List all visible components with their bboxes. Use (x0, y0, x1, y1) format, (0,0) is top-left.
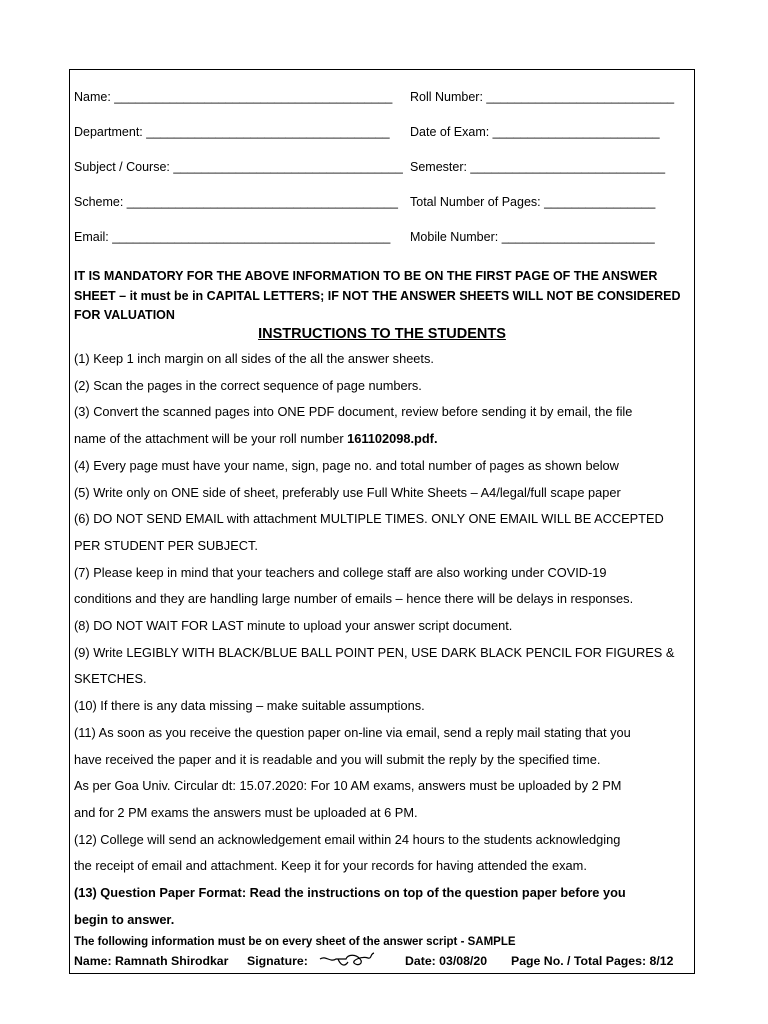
instructions-heading (70, 326, 694, 342)
roll-number-field[interactable]: Roll Number: ___________________________ (410, 90, 675, 104)
sample-footer (74, 954, 690, 972)
instruction-line: PER STUDENT PER SUBJECT. (74, 537, 258, 553)
instruction-line: the receipt of email and attachment. Keep it for your records for having attended the exam. (74, 858, 587, 874)
mandatory-notice: IT IS MANDATORY FOR THE ABOVE INFORMATION TO BE ON THE FIRST PAGE OF THE ANSWER SHEET – it must be in CAPITAL LETTERS; IF NOT THE ANSWER SHEETS WILL NOT BE CONSIDERED FOR VALUATION (74, 269, 681, 322)
circular-line: and for 2 PM exams the answers must be uploaded at 6 PM. (74, 804, 418, 820)
sample-note: The following information must be on every sheet of the answer script - SAMPLE (74, 936, 516, 948)
instruction-line: (1) Keep 1 inch margin on all sides of the all the answer sheets. (74, 351, 434, 366)
form-row-name (74, 90, 690, 110)
form-row-department (74, 125, 690, 145)
scheme-field[interactable]: Scheme: _______________________________________ (74, 195, 398, 209)
mobile-number-field[interactable]: Mobile Number: ______________________ (410, 230, 655, 244)
form-row-email (74, 230, 690, 250)
instruction-line: (4) Every page must have your name, sign, page no. and total number of pages as shown below (74, 457, 619, 473)
instruction-line: (12) College will send an acknowledgement email within 24 hours to the students acknowledging (74, 831, 621, 847)
instruction-line: (10) If there is any data missing – make suitable assumptions. (74, 698, 425, 714)
instruction-line: (13) Question Paper Format: Read the instructions on top of the question paper before you (74, 885, 626, 901)
form-row-subject (74, 160, 690, 180)
instruction-line: (7) Please keep in mind that your teachers and college staff are also working under COVID-19 (74, 564, 607, 580)
sample-page-info: Page No. / Total Pages: 8/12 (511, 954, 674, 968)
semester-field[interactable]: Semester: ____________________________ (410, 160, 666, 174)
instruction-line (74, 426, 694, 453)
name-field[interactable]: Name: ________________________________________ (74, 90, 393, 104)
sample-signature-label: Signature: (247, 954, 308, 968)
instruction-text: name of the attachment will be your roll number (74, 431, 348, 447)
instructions-list (74, 346, 694, 933)
instruction-line: conditions and they are handling large number of emails – hence there will be delays in responses. (74, 591, 634, 607)
instruction-line: (6) DO NOT SEND EMAIL with attachment MULTIPLE TIMES. ONLY ONE EMAIL WILL BE ACCEPTED (74, 511, 664, 527)
email-field[interactable]: Email: ________________________________________ (74, 230, 391, 244)
date-of-exam-field[interactable]: Date of Exam: ________________________ (410, 125, 660, 139)
instruction-line: (3) Convert the scanned pages into ONE PDF document, review before sending it by email, the file (74, 404, 633, 420)
instructions-heading-text: INSTRUCTIONS TO THE STUDENTS (258, 326, 506, 342)
roll-number-filename: 161102098.pdf. (347, 431, 438, 447)
instruction-line: (9) Write LEGIBLY WITH BLACK/BLUE BALL POINT PEN, USE DARK BLACK PENCIL FOR FIGURES & (74, 644, 675, 660)
instruction-line: (8) DO NOT WAIT FOR LAST minute to upload your answer script document. (74, 618, 513, 634)
department-field[interactable]: Department: ___________________________________ (74, 125, 390, 139)
total-pages-field[interactable]: Total Number of Pages: ________________ (410, 195, 656, 209)
instruction-line: (11) As soon as you receive the question paper on-line via email, send a reply mail stating that you (74, 724, 631, 740)
subject-course-field[interactable]: Subject / Course: _________________________________ (74, 160, 403, 174)
sample-name: Name: Ramnath Shirodkar (74, 954, 229, 968)
form-row-scheme (74, 195, 690, 215)
instruction-line: have received the paper and it is readable and you will submit the reply by the specified time. (74, 751, 601, 767)
instruction-line: begin to answer. (74, 911, 175, 927)
sample-date: Date: 03/08/20 (405, 954, 488, 968)
instruction-line: (2) Scan the pages in the correct sequence of page numbers. (74, 377, 422, 393)
circular-line: As per Goa Univ. Circular dt: 15.07.2020: For 10 AM exams, answers must be uploaded by 2 PM (74, 778, 622, 794)
answer-sheet-cover (69, 69, 695, 974)
signature-mark-icon (318, 950, 376, 972)
instruction-line: (5) Write only on ONE side of sheet, preferably use Full White Sheets – A4/legal/full scape paper (74, 484, 621, 500)
instruction-line: SKETCHES. (74, 671, 147, 687)
